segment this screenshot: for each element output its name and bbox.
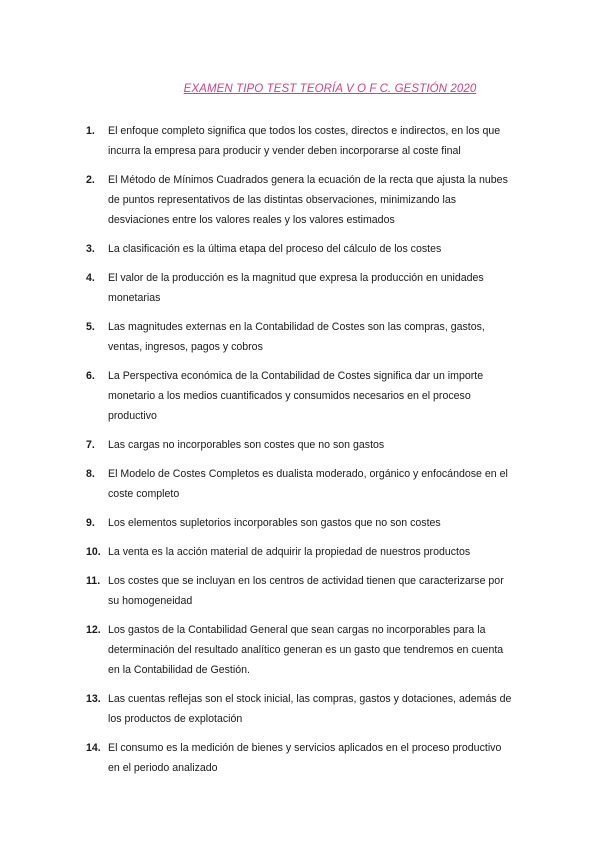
question-number: 7. xyxy=(86,439,95,451)
question-item xyxy=(86,317,516,357)
question-item xyxy=(86,738,516,778)
question-text: Los costes que se incluyan en los centros de actividad tienen que caracterizarse por su homogeneidad xyxy=(108,575,504,607)
question-item xyxy=(86,268,516,308)
question-text: El Método de Mínimos Cuadrados genera la ecuación de la recta que ajusta la nubes de puntos representativos de las distintas observaciones, minimizando las desviaciones entre los valores reales y los valores estimados xyxy=(108,174,508,226)
question-text: El enfoque completo significa que todos los costes, directos e indirectos, en los que incurra la empresa para producir y vender deben incorporarse al coste final xyxy=(108,125,501,157)
question-item xyxy=(86,435,516,455)
question-number: 13. xyxy=(86,693,101,705)
document-title: EXAMEN TIPO TEST TEORÍA V O F C. GESTIÓN 2020 xyxy=(183,83,477,95)
question-item xyxy=(86,464,516,504)
question-item xyxy=(86,620,516,680)
question-text: Los gastos de la Contabilidad General que sean cargas no incorporables para la determinación del resultado analítico generan es un gasto que tendremos en cuenta en la Contabilidad de Gestión. xyxy=(108,624,504,676)
question-item xyxy=(86,121,516,161)
question-text: La Perspectiva económica de la Contabilidad de Costes significa dar un importe monetario a los medios cuantificados y consumidos necesarios en el proceso productivo xyxy=(108,370,484,422)
question-number: 10. xyxy=(86,546,101,558)
question-number: 14. xyxy=(86,742,101,754)
question-item xyxy=(86,571,516,611)
question-list xyxy=(86,121,516,787)
question-number: 5. xyxy=(86,321,95,333)
question-text: Las cuentas reflejas son el stock inicial, las compras, gastos y dotaciones, además de los productos de explotación xyxy=(108,693,512,725)
question-number: 4. xyxy=(86,272,95,284)
question-item xyxy=(86,239,516,259)
question-text: El consumo es la medición de bienes y servicios aplicados en el proceso productivo en el periodo analizado xyxy=(108,742,502,774)
question-item xyxy=(86,689,516,729)
question-number: 11. xyxy=(86,575,101,587)
question-text: El valor de la producción es la magnitud que expresa la producción en unidades monetarias xyxy=(108,272,484,304)
question-number: 8. xyxy=(86,468,95,480)
question-text: Las magnitudes externas en la Contabilidad de Costes son las compras, gastos, ventas, ingresos, pagos y cobros xyxy=(108,321,485,353)
question-number: 1. xyxy=(86,125,95,137)
question-number: 2. xyxy=(86,174,95,186)
question-number: 6. xyxy=(86,370,95,382)
question-number: 12. xyxy=(86,624,101,636)
question-item xyxy=(86,513,516,533)
question-item xyxy=(86,170,516,230)
question-text: El Modelo de Costes Completos es dualista moderado, orgánico y enfocándose en el coste completo xyxy=(108,468,508,500)
question-text: La clasificación es la última etapa del proceso del cálculo de los costes xyxy=(108,243,442,255)
question-number: 9. xyxy=(86,517,95,529)
question-text: La venta es la acción material de adquirir la propiedad de nuestros productos xyxy=(108,546,471,558)
question-item xyxy=(86,366,516,426)
question-item xyxy=(86,542,516,562)
question-text: Los elementos supletorios incorporables son gastos que no son costes xyxy=(108,517,441,529)
question-text: Las cargas no incorporables son costes que no son gastos xyxy=(108,439,385,451)
question-number: 3. xyxy=(86,243,95,255)
